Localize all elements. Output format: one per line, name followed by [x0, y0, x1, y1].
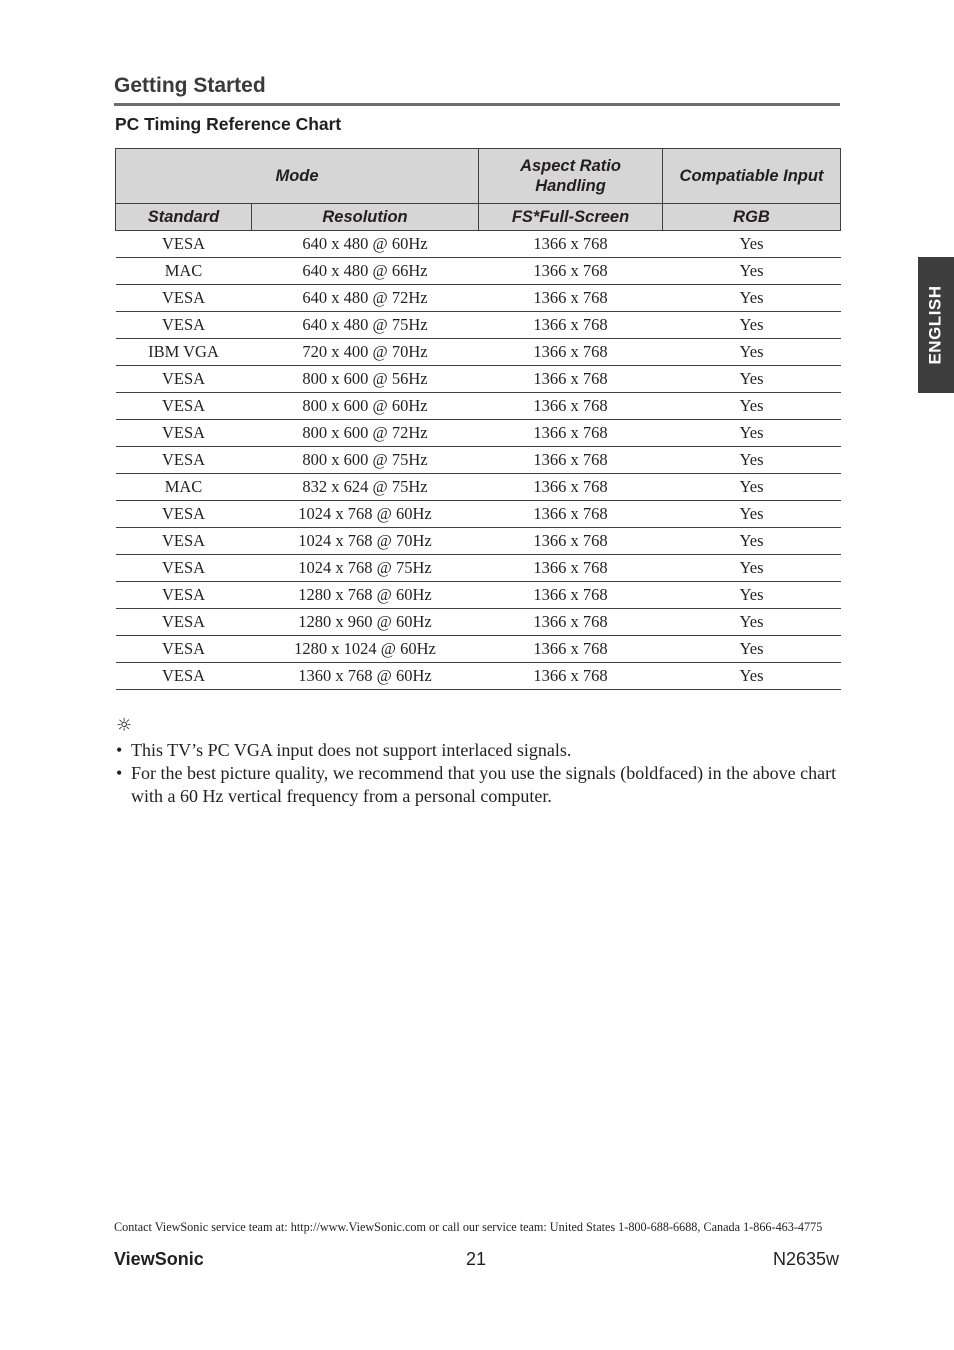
resolution-cell: 640 x 480 @ 72Hz	[252, 285, 479, 312]
page-number: 21	[466, 1249, 487, 1269]
table-row	[116, 339, 841, 366]
note-item	[116, 739, 846, 762]
resolution-cell: 1280 x 768 @ 60Hz	[252, 582, 479, 609]
standard-cell: VESA	[116, 447, 252, 474]
rgb-cell: Yes	[663, 663, 841, 690]
standard-cell: VESA	[116, 231, 252, 258]
chart-title: PC Timing Reference Chart	[115, 114, 342, 134]
rgb-cell: Yes	[663, 285, 841, 312]
full-screen-header: FS*Full-Screen	[479, 204, 663, 231]
resolution-cell: 640 x 480 @ 66Hz	[252, 258, 479, 285]
table-row	[116, 501, 841, 528]
resolution-cell: 720 x 400 @ 70Hz	[252, 339, 479, 366]
resolution-cell: 1024 x 768 @ 70Hz	[252, 528, 479, 555]
mode-header: Mode	[116, 149, 479, 204]
full-screen-cell: 1366 x 768	[479, 393, 663, 420]
resolution-cell: 1024 x 768 @ 60Hz	[252, 501, 479, 528]
standard-cell: VESA	[116, 393, 252, 420]
rgb-cell: Yes	[663, 582, 841, 609]
note-text: This TV’s PC VGA input does not support interlaced signals.	[131, 740, 572, 760]
section-divider	[114, 103, 840, 106]
table-row	[116, 231, 841, 258]
standard-cell: VESA	[116, 366, 252, 393]
table-row	[116, 258, 841, 285]
table-row	[116, 555, 841, 582]
rgb-cell: Yes	[663, 555, 841, 582]
tip-sun-icon: ☼	[116, 715, 133, 736]
full-screen-cell: 1366 x 768	[479, 258, 663, 285]
table-row	[116, 474, 841, 501]
bullet-icon: •	[116, 740, 123, 760]
table-row	[116, 528, 841, 555]
full-screen-cell: 1366 x 768	[479, 285, 663, 312]
note-item	[116, 762, 846, 808]
resolution-cell: 800 x 600 @ 72Hz	[252, 420, 479, 447]
aspect-ratio-header: Aspect Ratio Handling	[479, 149, 663, 204]
table-row	[116, 312, 841, 339]
standard-cell: MAC	[116, 258, 252, 285]
standard-cell: VESA	[116, 420, 252, 447]
rgb-cell: Yes	[663, 366, 841, 393]
rgb-cell: Yes	[663, 609, 841, 636]
compatible-input-header: Compatiable Input	[663, 149, 841, 204]
standard-cell: VESA	[116, 636, 252, 663]
rgb-cell: Yes	[663, 636, 841, 663]
standard-header: Standard	[116, 204, 252, 231]
rgb-cell: Yes	[663, 474, 841, 501]
table-column-header-row	[116, 204, 841, 231]
model-number: N2635w	[772, 1249, 839, 1269]
standard-cell: VESA	[116, 555, 252, 582]
resolution-cell: 1280 x 1024 @ 60Hz	[252, 636, 479, 663]
table-row	[116, 393, 841, 420]
rgb-cell: Yes	[663, 258, 841, 285]
rgb-cell: Yes	[663, 420, 841, 447]
language-tab-label: ENGLISH	[926, 285, 945, 365]
full-screen-cell: 1366 x 768	[479, 663, 663, 690]
full-screen-cell: 1366 x 768	[479, 528, 663, 555]
table-row	[116, 366, 841, 393]
standard-cell: VESA	[116, 609, 252, 636]
full-screen-cell: 1366 x 768	[479, 636, 663, 663]
full-screen-cell: 1366 x 768	[479, 501, 663, 528]
rgb-header: RGB	[663, 204, 841, 231]
notes-section	[116, 713, 846, 808]
table-row	[116, 447, 841, 474]
full-screen-cell: 1366 x 768	[479, 474, 663, 501]
full-screen-cell: 1366 x 768	[479, 447, 663, 474]
resolution-cell: 1280 x 960 @ 60Hz	[252, 609, 479, 636]
standard-cell: VESA	[116, 528, 252, 555]
resolution-cell: 1024 x 768 @ 75Hz	[252, 555, 479, 582]
table-row	[116, 636, 841, 663]
resolution-cell: 800 x 600 @ 75Hz	[252, 447, 479, 474]
full-screen-cell: 1366 x 768	[479, 339, 663, 366]
full-screen-cell: 1366 x 768	[479, 555, 663, 582]
rgb-cell: Yes	[663, 393, 841, 420]
rgb-cell: Yes	[663, 231, 841, 258]
resolution-cell: 1360 x 768 @ 60Hz	[252, 663, 479, 690]
rgb-cell: Yes	[663, 528, 841, 555]
table-group-header-row	[116, 149, 841, 204]
resolution-cell: 832 x 624 @ 75Hz	[252, 474, 479, 501]
table-body	[116, 231, 841, 690]
full-screen-cell: 1366 x 768	[479, 582, 663, 609]
resolution-cell: 800 x 600 @ 56Hz	[252, 366, 479, 393]
table-row	[116, 609, 841, 636]
resolution-header: Resolution	[252, 204, 479, 231]
full-screen-cell: 1366 x 768	[479, 231, 663, 258]
standard-cell: VESA	[116, 582, 252, 609]
standard-cell: IBM VGA	[116, 339, 252, 366]
footer-brand: ViewSonic	[114, 1249, 204, 1269]
full-screen-cell: 1366 x 768	[479, 609, 663, 636]
resolution-cell: 800 x 600 @ 60Hz	[252, 393, 479, 420]
rgb-cell: Yes	[663, 339, 841, 366]
table-row	[116, 582, 841, 609]
full-screen-cell: 1366 x 768	[479, 312, 663, 339]
resolution-cell: 640 x 480 @ 75Hz	[252, 312, 479, 339]
bullet-icon: •	[116, 763, 123, 783]
rgb-cell: Yes	[663, 501, 841, 528]
table-row	[116, 420, 841, 447]
rgb-cell: Yes	[663, 312, 841, 339]
full-screen-cell: 1366 x 768	[479, 420, 663, 447]
standard-cell: MAC	[116, 474, 252, 501]
table-row	[116, 663, 841, 690]
full-screen-cell: 1366 x 768	[479, 366, 663, 393]
note-text: For the best picture quality, we recommend that you use the signals (boldfaced) in the above chart with a 60 Hz vertical frequency from a personal computer.	[131, 763, 837, 806]
standard-cell: VESA	[116, 312, 252, 339]
standard-cell: VESA	[116, 501, 252, 528]
standard-cell: VESA	[116, 663, 252, 690]
footer-contact: Contact ViewSonic service team at: http://www.ViewSonic.com or call our service team: United States 1-800-688-6688, Canada 1-866-463-4775	[114, 1220, 823, 1234]
standard-cell: VESA	[116, 285, 252, 312]
pc-timing-table	[115, 148, 841, 690]
language-tab	[918, 257, 954, 393]
section-title: Getting Started	[114, 74, 266, 97]
resolution-cell: 640 x 480 @ 60Hz	[252, 231, 479, 258]
table-row	[116, 285, 841, 312]
rgb-cell: Yes	[663, 447, 841, 474]
